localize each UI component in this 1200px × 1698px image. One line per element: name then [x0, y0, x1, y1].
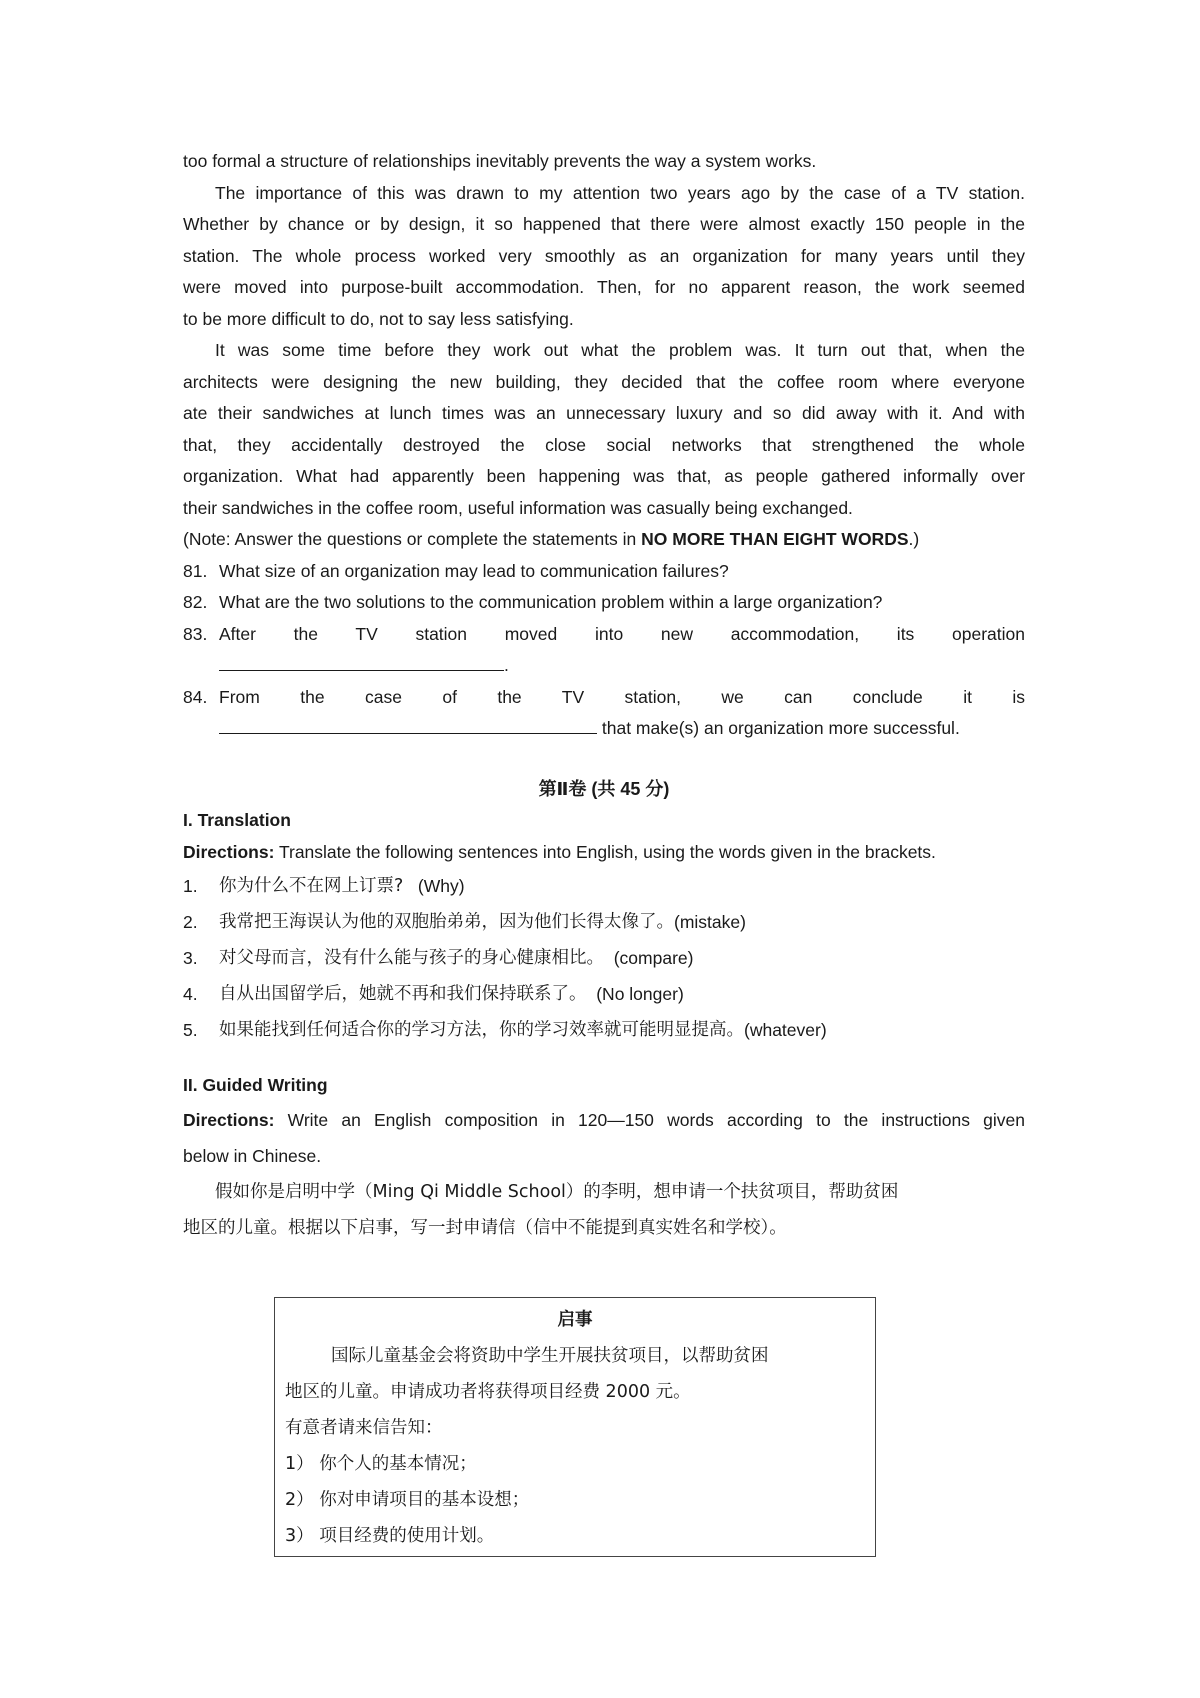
directions-label: Directions: [183, 1109, 275, 1130]
writing-directions-cont: below in Chinese. [183, 1145, 322, 1166]
question-continuation: that make(s) an organization more successful. [597, 718, 960, 738]
answer-blank[interactable] [219, 652, 504, 671]
notice-line: 有意者请来信告知： [285, 1418, 443, 1438]
translation-item [183, 868, 1025, 904]
item-number: 3. [183, 948, 198, 968]
passage-line: station. The whole process worked very smoothly as an organization for many years until they [183, 245, 1025, 266]
notice-line: 国际儿童基金会将资助中学生开展扶贫项目，以帮助贫困 [331, 1346, 769, 1366]
question-number: 81. [183, 560, 208, 581]
question-continuation: . [504, 655, 509, 675]
passage-line: It was some time before they work out what the problem was. It turn out that, when the [215, 340, 1025, 360]
translation-heading: I. Translation [183, 810, 291, 830]
directions-text: Translate the following sentences into English, using the words given in the brackets. [274, 841, 936, 862]
question-81 [183, 556, 1025, 588]
question-84-blank-line [183, 713, 1025, 745]
directions-label: Directions: [183, 841, 275, 862]
item-hint: (compare) [613, 948, 694, 968]
passage-line: organization. What had apparently been happening was that, as people gathered informally over [183, 466, 1025, 486]
item-hint: (Why) [417, 876, 465, 896]
note-emphasis: NO MORE THAN EIGHT WORDS [641, 529, 909, 549]
question-84 [183, 682, 1025, 714]
item-hint: (mistake) [674, 912, 746, 932]
translation-directions [183, 837, 1025, 869]
writing-heading: II. Guided Writing [183, 1075, 328, 1095]
passage-line: The importance of this was drawn to my attention two years ago by the case of a TV station. [215, 182, 1025, 203]
passage-line: were moved into purpose-built accommodation. Then, for no apparent reason, the work seemed [183, 277, 1025, 297]
passage-line: to be more difficult to do, not to say less satisfying. [183, 308, 574, 329]
translation-item [183, 1012, 1025, 1048]
item-chinese: 如果能找到任何适合你的学习方法，你的学习效率就可能明显提高。 [219, 1020, 744, 1040]
question-text: What size of an organization may lead to communication failures? [219, 560, 729, 581]
part-two-title: 第Ⅱ卷 (共 45 分) [538, 778, 670, 799]
passage-line: that, they accidentally destroyed the close social networks that strengthened the whole [183, 434, 1025, 455]
translation-list [183, 868, 1025, 1048]
notice-box [274, 1297, 876, 1557]
note-prefix: (Note: Answer the questions or complete the statements in [183, 529, 642, 549]
writing-prompt-cont: 地区的儿童。根据以下启事，写一封申请信（信中不能提到真实姓名和学校）。 [183, 1217, 787, 1238]
notice-item: 3） 项目经费的使用计划。 [285, 1526, 495, 1546]
item-chinese: 你为什么不在网上订票? [219, 876, 404, 896]
translation-item [183, 976, 1025, 1012]
passage-line: ate their sandwiches at lunch times was an unnecessary luxury and so did away with it. And with [183, 403, 1025, 423]
answer-note [183, 524, 1025, 556]
note-suffix: .) [908, 529, 920, 549]
notice-line: 地区的儿童。申请成功者将获得项目经费 2000 元。 [285, 1382, 691, 1402]
item-chinese: 对父母而言，没有什么能与孩子的身心健康相比。 [219, 948, 604, 968]
passage-line: Whether by chance or by design, it so happened that there were almost exactly 150 people in the [183, 214, 1025, 234]
question-text: After the TV station moved into new accommodation, its operation [219, 623, 1025, 644]
item-hint: (whatever) [744, 1020, 827, 1040]
writing-prompt: 假如你是启明中学（Ming Qi Middle School）的李明，想申请一个扶贫项目，帮助贫困 [215, 1181, 899, 1202]
question-83-blank-line [183, 650, 1025, 682]
question-text: From the case of the TV station, we can conclude it is [219, 686, 1025, 707]
item-number: 4. [183, 984, 198, 1004]
directions-text: Write an English composition in 120—150 words according to the instructions given [274, 1109, 1025, 1130]
item-number: 2. [183, 912, 198, 932]
passage-line: too formal a structure of relationships inevitably prevents the way a system works. [183, 151, 817, 171]
writing-directions [183, 1102, 1025, 1138]
translation-item [183, 940, 1025, 976]
item-chinese: 我常把王海误认为他的双胞胎弟弟，因为他们长得太像了。 [219, 912, 674, 932]
item-number: 5. [183, 1020, 198, 1040]
answer-blank[interactable] [219, 715, 597, 734]
passage-line: architects were designing the new building, they decided that the coffee room where everyone [183, 371, 1025, 392]
item-number: 1. [183, 876, 198, 896]
item-hint: (No longer) [596, 984, 684, 1004]
question-number: 83. [183, 623, 208, 644]
question-text: What are the two solutions to the communication problem within a large organization? [219, 592, 883, 612]
notice-title: 启事 [557, 1310, 593, 1330]
question-number: 82. [183, 592, 208, 612]
exam-page [183, 146, 1025, 1246]
notice-item: 2） 你对申请项目的基本设想； [285, 1490, 530, 1510]
item-chinese: 自从出国留学后，她就不再和我们保持联系了。 [219, 984, 587, 1004]
question-number: 84. [183, 686, 208, 707]
translation-item [183, 904, 1025, 940]
question-83 [183, 619, 1025, 651]
reading-passage [183, 146, 1025, 524]
question-82 [183, 587, 1025, 619]
passage-line: their sandwiches in the coffee room, useful information was casually being exchanged. [183, 497, 853, 518]
notice-item: 1） 你个人的基本情况； [285, 1454, 477, 1474]
